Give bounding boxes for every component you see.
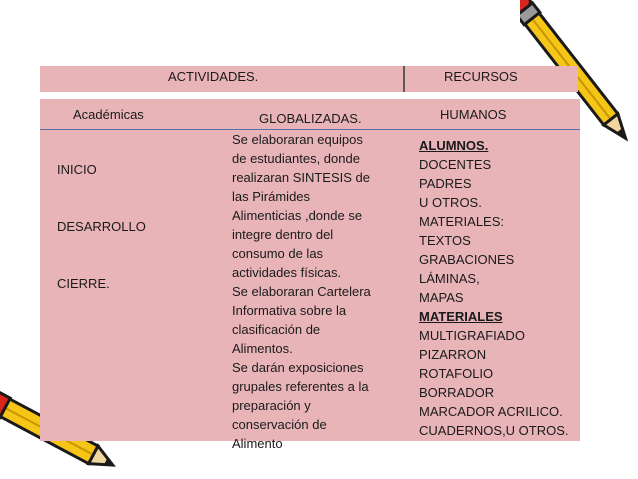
actividades-heading: ACTIVIDADES. bbox=[168, 69, 259, 84]
text-line: Se elaboraran Cartelera bbox=[232, 284, 371, 299]
list-item: U OTROS. bbox=[419, 195, 482, 210]
list-item: ROTAFOLIO bbox=[419, 366, 494, 381]
academicas-heading: Académicas bbox=[73, 107, 144, 122]
text-line: Se elaboraran equipos bbox=[232, 132, 363, 147]
list-item: MARCADOR ACRILICO. bbox=[419, 404, 563, 419]
text-line: clasificación de bbox=[232, 322, 321, 337]
header-divider bbox=[403, 66, 405, 92]
list-item: TEXTOS bbox=[419, 233, 471, 248]
text-line: conservación de bbox=[232, 417, 327, 432]
list-item: MULTIGRAFIADO bbox=[419, 328, 525, 343]
text-line: Alimentos. bbox=[232, 341, 293, 356]
globalizadas-description bbox=[232, 130, 392, 453]
text-line: integre dentro del bbox=[232, 227, 334, 242]
text-line: realizaran SINTESIS de bbox=[232, 170, 371, 185]
text-line: las Pirámides bbox=[232, 189, 311, 204]
text-line: Se darán exposiciones bbox=[232, 360, 364, 375]
text-line: Alimenticias ,donde se bbox=[232, 208, 363, 223]
list-item: PADRES bbox=[419, 176, 472, 191]
text-line: actividades físicas. bbox=[232, 265, 342, 280]
list-item: DOCENTES bbox=[419, 157, 492, 172]
text-line: de estudiantes, donde bbox=[232, 151, 360, 166]
globalizadas-heading: GLOBALIZADAS. bbox=[259, 111, 362, 126]
recursos-list bbox=[419, 136, 579, 440]
text-line: Informativa sobre la bbox=[232, 303, 347, 318]
phase-desarrollo: DESARROLLO bbox=[57, 219, 146, 234]
list-item: LÁMINAS, bbox=[419, 271, 480, 286]
list-item: MATERIALES bbox=[419, 309, 503, 324]
humanos-heading: HUMANOS bbox=[440, 107, 507, 122]
list-item: GRABACIONES bbox=[419, 252, 515, 267]
recursos-heading: RECURSOS bbox=[444, 69, 518, 84]
text-line: Alimento bbox=[232, 436, 283, 451]
list-item: MAPAS bbox=[419, 290, 464, 305]
list-item: PIZARRON bbox=[419, 347, 487, 362]
list-item: BORRADOR bbox=[419, 385, 495, 400]
phase-inicio: INICIO bbox=[57, 162, 97, 177]
text-line: grupales referentes a la bbox=[232, 379, 369, 394]
list-item: MATERIALES: bbox=[419, 214, 505, 229]
text-line: preparación y bbox=[232, 398, 311, 413]
phase-cierre: CIERRE. bbox=[57, 276, 110, 291]
text-line: consumo de las bbox=[232, 246, 324, 261]
list-item: CUADERNOS,U OTROS. bbox=[419, 423, 569, 438]
list-item: ALUMNOS. bbox=[419, 138, 489, 153]
